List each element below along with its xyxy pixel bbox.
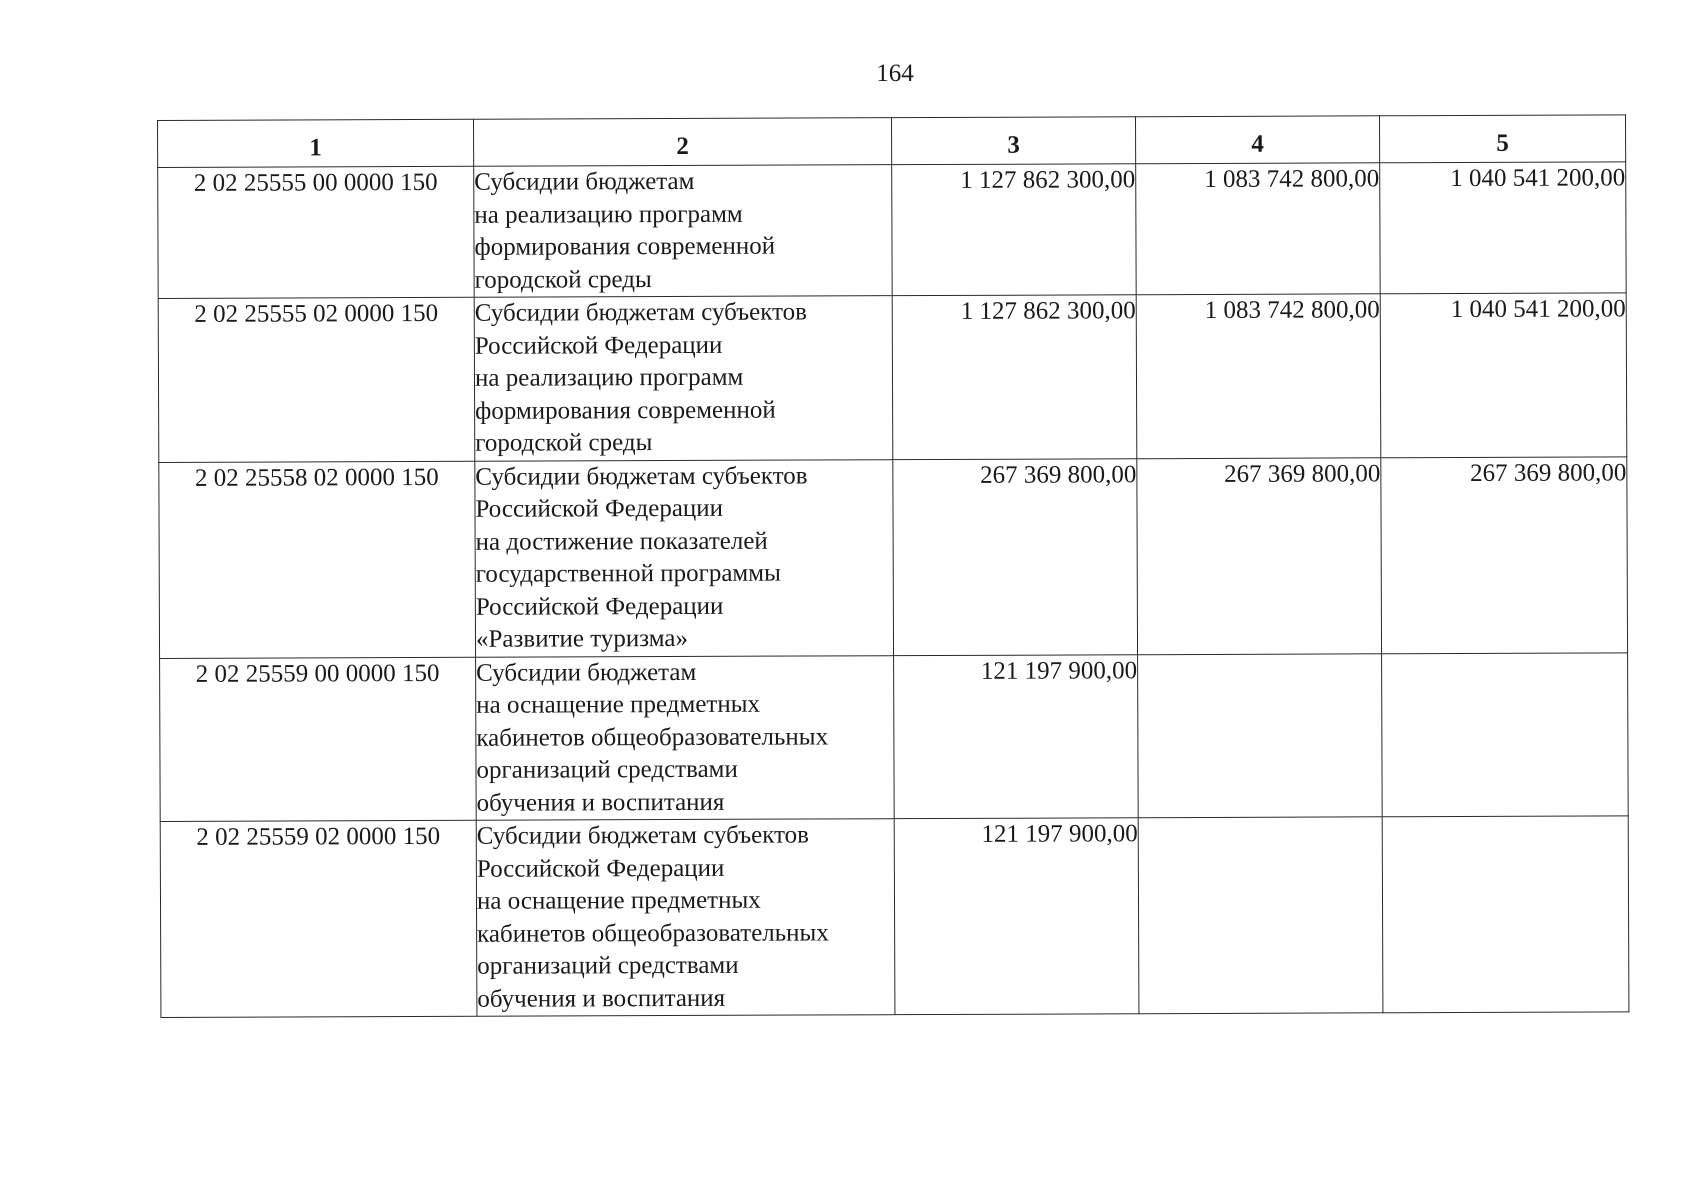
budget-code-cell: 2 02 25558 02 0000 150 [159, 461, 476, 658]
description-cell: Субсидии бюджетам субъектов Российской Федерации на реализацию программ формирования современной городской среды [474, 296, 893, 461]
amount-cell-col3: 121 197 900,00 [894, 654, 1139, 818]
table-row [160, 816, 1629, 1018]
page-number: 164 [876, 60, 914, 87]
description-cell: Субсидии бюджетам на реализацию программ формирования современной городской среды [474, 165, 892, 298]
amount-cell-col5 [1382, 652, 1629, 816]
table-row [159, 456, 1628, 658]
amount-cell-col4: 1 083 742 800,00 [1136, 163, 1381, 295]
amount-cell-col4: 267 369 800,00 [1137, 457, 1382, 654]
table-header-row [158, 115, 1626, 168]
description-cell: Субсидии бюджетам субъектов Российской Федерации на оснащение предметных кабинетов общеобразовательных организаций средствами обучения и воспитания [476, 819, 895, 1017]
column-header-1: 1 [158, 119, 474, 167]
table-row [160, 652, 1629, 821]
table-row [158, 162, 1626, 299]
amount-cell-col4 [1138, 653, 1383, 817]
budget-code-cell: 2 02 25555 02 0000 150 [158, 297, 475, 462]
budget-code-cell: 2 02 25559 02 0000 150 [160, 820, 477, 1017]
budget-code-cell: 2 02 25559 00 0000 150 [160, 657, 477, 822]
budget-revenue-table [157, 114, 1629, 1018]
amount-cell-col3: 267 369 800,00 [893, 458, 1138, 655]
description-cell: Субсидии бюджетам субъектов Российской Федерации на достижение показателей государственной программы Российской Федерации «Развитие туризма» [475, 459, 894, 657]
column-header-5: 5 [1379, 115, 1625, 163]
amount-cell-col5 [1382, 816, 1629, 1013]
column-header-2: 2 [473, 118, 891, 167]
budget-code-cell: 2 02 25555 00 0000 150 [158, 166, 475, 298]
amount-cell-col4: 1 083 742 800,00 [1136, 294, 1381, 458]
amount-cell-col5: 1 040 541 200,00 [1380, 162, 1627, 294]
amount-cell-col3: 121 197 900,00 [894, 818, 1139, 1015]
table-row [158, 293, 1627, 462]
amount-cell-col5: 267 369 800,00 [1381, 456, 1628, 653]
amount-cell-col3: 1 127 862 300,00 [892, 164, 1137, 296]
amount-cell-col4 [1138, 817, 1383, 1014]
description-cell: Субсидии бюджетам на оснащение предметных кабинетов общеобразовательных организаций средствами обучения и воспитания [476, 655, 895, 820]
amount-cell-col3: 1 127 862 300,00 [892, 295, 1137, 459]
column-header-3: 3 [891, 117, 1135, 165]
column-header-4: 4 [1135, 116, 1379, 164]
amount-cell-col5: 1 040 541 200,00 [1380, 293, 1627, 457]
